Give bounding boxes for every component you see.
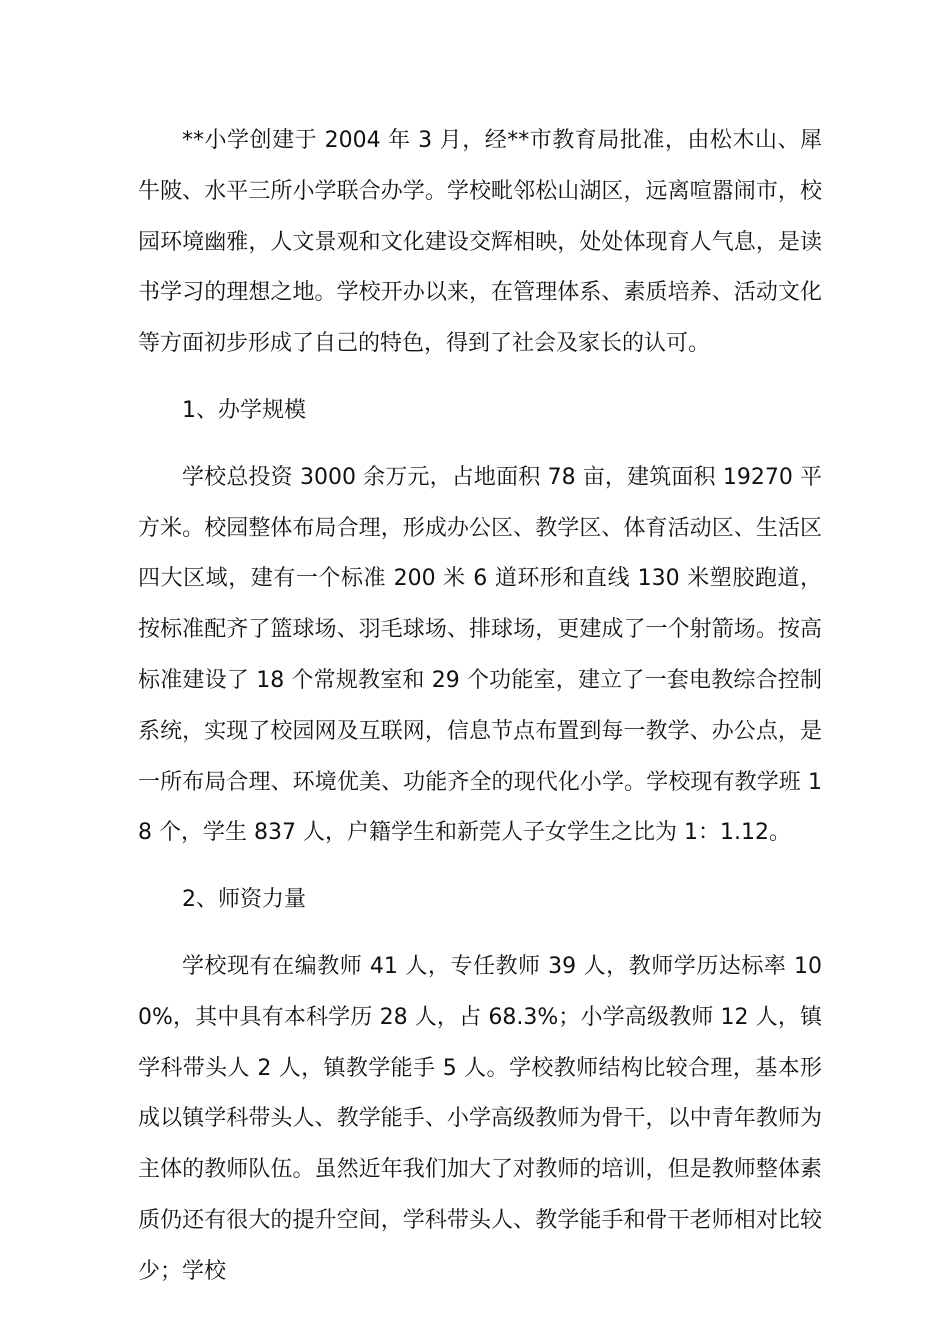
- scale-paragraph: 学校总投资 3000 余万元，占地面积 78 亩，建筑面积 19270 平方米。校园整体布局合理，形成办公区、教学区、体育活动区、生活区四大区域，建有一个标准 200 米 6 道环形和直线 130 米塑胶跑道，按标准配齐了篮球场、羽毛球场、排球场，更建成了一个射箭场。按高标准建设了 18 个常规教室和 29 个功能室，建立了一套电教综合控制系统，实现了校园网及互联网，信息节点布置到每一教学、办公点，是一所布局合理、环境优美、功能齐全的现代化小学。学校现有教学班 18 个，学生 837 人，户籍学生和新莞人子女学生之比为 1：1.12。: [138, 464, 822, 846]
- document-body: [138, 116, 822, 1298]
- section-heading-scale: 1、办学规模: [182, 397, 306, 423]
- intro-paragraph: **小学创建于 2004 年 3 月，经**市教育局批准，由松木山、犀牛陂、水平三所小学联合办学。学校毗邻松山湖区，远离喧嚣闹市，校园环境幽雅，人文景观和文化建设交辉相映，处处体现育人气息，是读书学习的理想之地。学校开办以来，在管理体系、素质培养、活动文化等方面初步形成了自己的特色，得到了社会及家长的认可。: [138, 128, 822, 357]
- section-heading-teachers: 2、师资力量: [182, 887, 306, 913]
- teachers-paragraph: 学校现有在编教师 41 人，专任教师 39 人，教师学历达标率 100%，其中具有本科学历 28 人，占 68.3%；小学高级教师 12 人，镇学科带头人 2 人，镇教学能手 5 人。学校教师结构比较合理，基本形成以镇学科带头人、教学能手、小学高级教师为骨干，以中青年教师为主体的教师队伍。虽然近年我们加大了对教师的培训，但是教师整体素质仍还有很大的提升空间，学科带头人、教学能手和骨干老师相对比较少；学校: [138, 953, 822, 1284]
